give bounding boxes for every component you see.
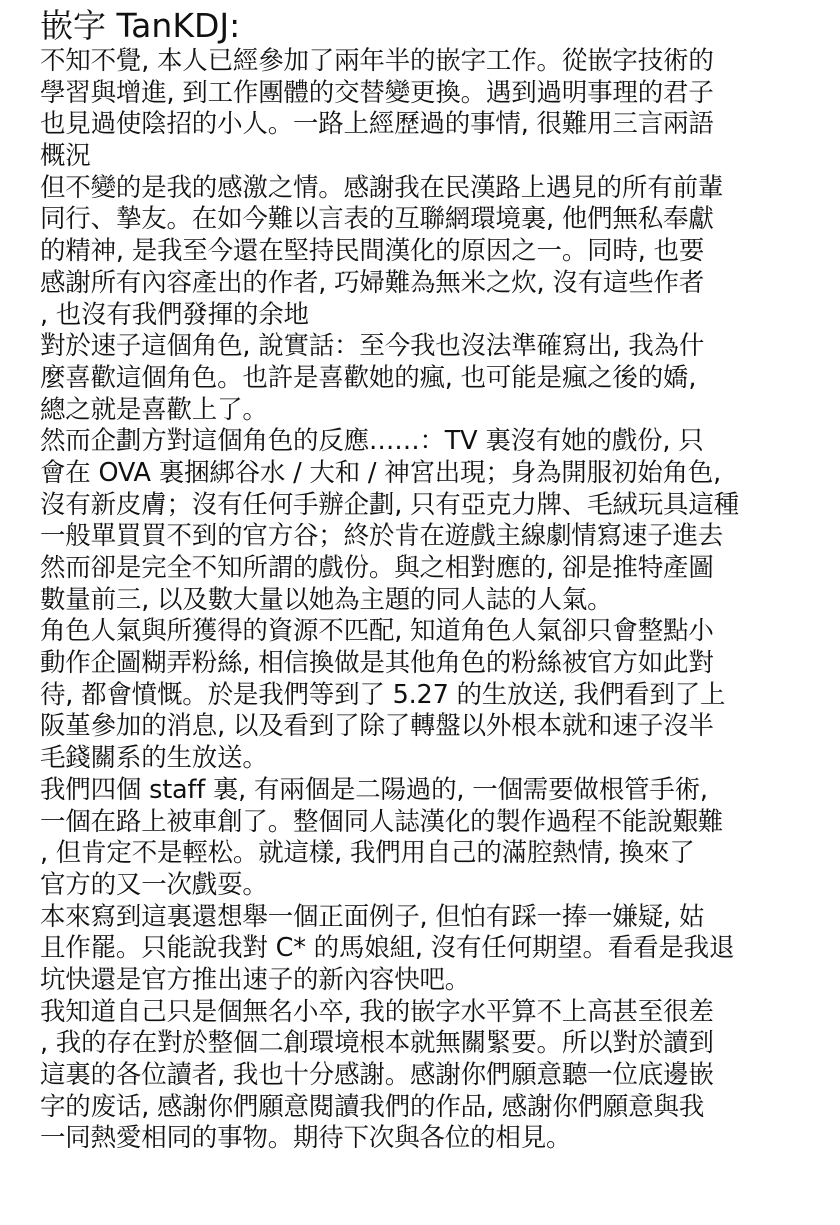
text-line: 我知道自己只是個無名小卒, 我的嵌字水平算不上高甚至很差 bbox=[40, 996, 714, 1027]
text-line: 坑快還是官方推出速子的新內容快吧。 bbox=[40, 964, 471, 995]
afterword-body bbox=[40, 46, 806, 1155]
text-line: , 但肯定不是輕松。就這樣, 我們用自己的滿腔熱情, 換來了 bbox=[40, 838, 695, 869]
text-line: 字的废话, 感謝你們願意閱讀我們的作品, 感謝你們願意與我 bbox=[40, 1091, 705, 1122]
text-line: 一般單買買不到的官方谷；終於肯在遊戲主線劇情寫速子進去 bbox=[40, 521, 724, 552]
text-line: 一同熱愛相同的事物。期待下次與各位的相見。 bbox=[40, 1123, 572, 1154]
text-line: 動作企圖糊弄粉絲, 相信換做是其他角色的粉絲被官方如此對 bbox=[40, 648, 714, 679]
text-line: 沒有新皮膚；沒有任何手辦企劃, 只有亞克力牌、毛絨玩具這種 bbox=[40, 489, 739, 520]
text-line: 學習與增進, 到工作團體的交替變更換。遇到過明事理的君子 bbox=[40, 77, 714, 108]
text-line: 總之就是喜歡上了。 bbox=[40, 394, 268, 425]
text-line: 對於速子這個角色, 說實話：至今我也沒法準確寫出, 我為什 bbox=[40, 331, 705, 362]
text-line: 待, 都會憤慨。於是我們等到了 5.27 的生放送, 我們看到了上 bbox=[40, 679, 726, 710]
text-line: 會在 OVA 裏捆綁谷水 / 大和 / 神宮出現；身為開服初始角色, bbox=[40, 457, 722, 488]
text-line: 不知不覺, 本人已經參加了兩年半的嵌字工作。從嵌字技術的 bbox=[40, 46, 714, 76]
text-line: 阪堇參加的消息, 以及看到了除了轉盤以外根本就和速子沒半 bbox=[40, 711, 714, 742]
text-line: 且作罷。只能說我對 C* 的馬娘組, 沒有任何期望。看看是我退 bbox=[40, 933, 735, 964]
text-line: 也見過使陰招的小人。一路上經歷過的事情, 很難用三言兩語 bbox=[40, 109, 714, 140]
text-line: 然而企劃方對這個角色的反應……：TV 裏沒有她的戲份, 只 bbox=[40, 426, 704, 457]
author-title: 嵌字 TanKDJ: bbox=[40, 6, 241, 45]
text-line: 感謝所有內容產出的作者, 巧婦難為無米之炊, 沒有這些作者 bbox=[40, 267, 705, 298]
text-line: 概況 bbox=[40, 141, 91, 172]
text-line: 這裏的各位讀者, 我也十分感謝。感謝你們願意聽一位底邊嵌 bbox=[40, 1060, 714, 1090]
text-line: 我們四個 staff 裏, 有兩個是二陽過的, 一個需要做根管手術, bbox=[40, 774, 708, 805]
text-line: 官方的又一次戲耍。 bbox=[40, 869, 268, 900]
text-line: 毛錢關系的生放送。 bbox=[40, 743, 268, 774]
text-line: 麼喜歡這個角色。也許是喜歡她的瘋, 也可能是瘋之後的嬌, bbox=[40, 362, 697, 393]
text-line: , 也沒有我們發揮的余地 bbox=[40, 299, 309, 330]
text-line: 的精神, 是我至今還在堅持民間漢化的原因之一。同時, 也要 bbox=[40, 236, 705, 267]
text-line: 然而卻是完全不知所謂的戲份。與之相對應的, 卻是推特產圖 bbox=[40, 553, 714, 583]
text-line: 角色人氣與所獲得的資源不匹配, 知道角色人氣卻只會整點小 bbox=[40, 616, 714, 647]
text-line: 一個在路上被車創了。整個同人誌漢化的製作過程不能說艱難 bbox=[40, 806, 724, 837]
text-line: 本來寫到這裏還想舉一個正面例子, 但怕有踩一捧一嫌疑, 姑 bbox=[40, 901, 705, 932]
text-line: 同行、摯友。在如今難以言表的互聯網環境裏, 他們無私奉獻 bbox=[40, 204, 714, 235]
text-line: , 我的存在對於整個二創環境根本就無關緊要。所以對於讀到 bbox=[40, 1028, 714, 1059]
text-line: 但不變的是我的感激之情。感謝我在民漢路上遇見的所有前輩 bbox=[40, 172, 724, 203]
text-line: 數量前三, 以及數大量以她為主題的同人誌的人氣。 bbox=[40, 584, 613, 615]
